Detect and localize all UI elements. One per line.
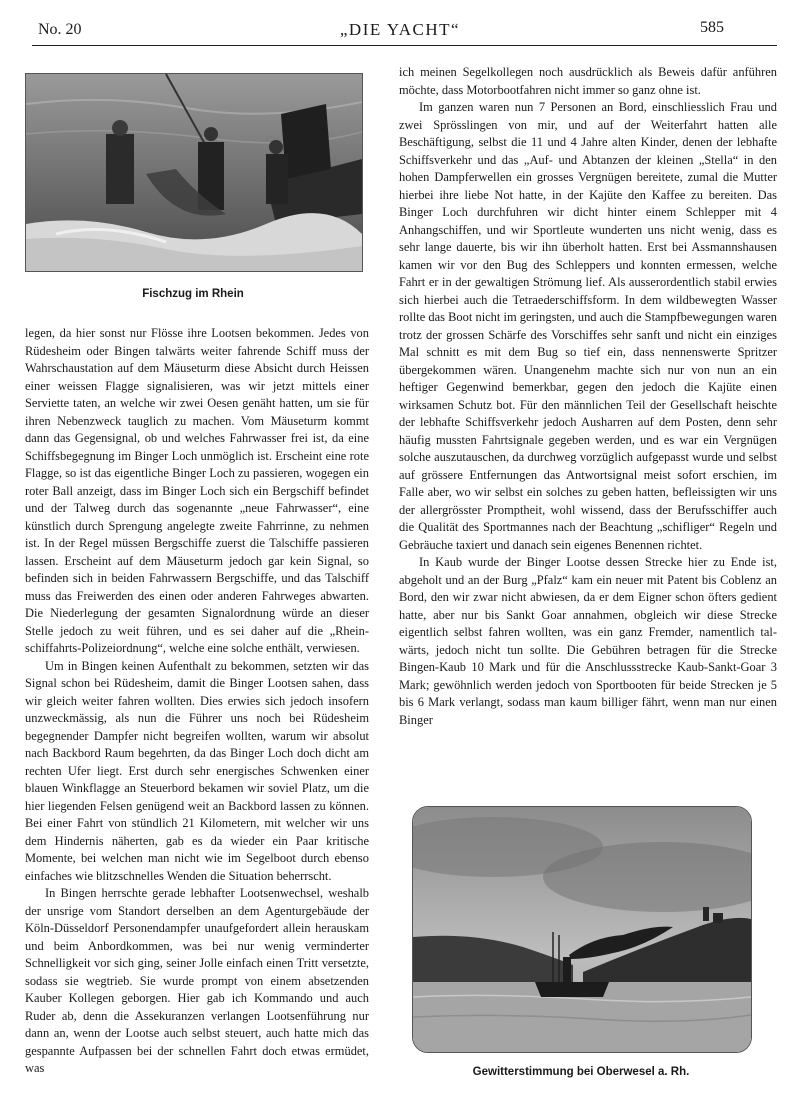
left-paragraph-2: Um in Bingen keinen Aufenthalt zu bekommen, setzten wir das Signal schon bei Rüdesheim, damit die Binger Lootsen sahen, dass wir gleich weiter fahren wollten. Dies erwies sich jedoch insofern unzweckmässig, als nun die Führer uns noch bei Rüdesheim begegnender Dampfer nicht begreifen wollten, warum wir absolut nach Backbord Raum begehrten, da das Binger Loch doch dicht am rechten Ufer liegt. Erst durch sehr energisches Schwenken einer blauen Winkflagge an Steuerbord bekamen wir soviel Platz, um die hier liegenden Felsen genügend weit an Backbord lassen zu können. Bei einer Fahrt von stündlich 21 Kilometern, mit welcher wir uns dem Hindernis näherten, gab es da wieder ein Paar kritische Momente, bei welchen man nicht wie im Segelboot durch ebenso einfaches wie blitzschnelles Wenden die Situation beherrscht.: [25, 658, 369, 883]
left-paragraph-1: legen, da hier sonst nur Flösse ihre Lootsen bekommen. Jedes von Rüdesheim oder Bingen talwärts weiter fahrende Schiff muss der Wahrschaustation auf dem Mäuseturm diese Absicht durch Heissen einer weissen Flagge signalisieren, was wir jetzt mittels einer Serviette taten, an welche wir zwei Oesen genäht hatten, um sie für ihren Nebenzweck tauglich zu machen. Vom Mäuseturm kommt dann das Gegensignal, ob und welches Fahrwasser frei ist, da eine Schiffsbegegnung im Binger Loch unmöglich ist. Erscheint eine rote Flagge, so ist das eigentliche Binger Loch zu passieren, wogegen ein roter Ball anzeigt, dass im Binger Loch sich ein Bergschiff befindet und der Talweg durch das sogenannte „neue Fahrwasser“, eine künstlich durch Sprengung angelegte zweite Fahrrinne, zu nehmen ist. In der Regel müssen Bergschiffe zuerst die Talschiffe passieren lassen. Erscheint auf dem Mäuseturm jedoch gar kein Signal, so befinden sich in beiden Fahrwassern Bergschiffe, und das Talschiff muss das Freiwerden des einen oder anderen Fahrweges abwarten. Die Niederlegung der gesamten Signalordnung würde an dieser Stelle jedoch zu weit führen, und es sei daher auf die „Rheinschiffahrts-Polizeiordnung“, welche eine solche enthält, verwiesen.: [25, 326, 369, 655]
right-text-column: [399, 64, 777, 729]
right-paragraph-2: Im ganzen waren nun 7 Personen an Bord, einschliesslich Frau und zwei Sprösslingen von mir, und auf der Weiterfahrt hatten alle Beschäftigung, selbst die 11 und 4 Jahre alten Kinder, denen der lebhafte Schiffsverkehr und das „Auf- und Abtanzen der kleinen „Stella“ in den hohen Dampferwellen ein grosses Vergnügen bereitete, zumal die Mutter hierbei ihre liebe Not hatte, in der Kajüte den Kaffee zu bereiten. Das Binger Loch durchfuhren wir dicht hinter einem Schlepper mit 4 Anhangschiffen, und wir Sportleute wunderten uns nicht wenig, dass es sehr lange dauerte, bis wir ihn überholt hatten. Erst bei Assmannshausen kamen wir vor den Bug des Schleppers und konnten ermessen, welche Fahrt er in der gewaltigen Strömung lief. Als ausserordentlich stabil erwies sich hierbei auch die Tetraederschiffsform. In dem wildbewegten Wasser rollte das Boot nicht im geringsten, und auch die Stampfbewegungen waren trotz der grossen Schärfe des Vorschiffes sehr sanft und nicht ein einziges Mal schnitt es mit dem Bug so tief ein, dass nennenswerte Spritzer übergekommen wären. Unangenehm machte sich nur von nun an ein heftiger Gegenwind bemerkbar, gegen den jedoch die Kajüte einen wirksamen Schutz bot. Für den männlichen Teil der Gesellschaft heischte der lebhafte Schiffsverkehr jedoch Ausharren auf dem Posten, denn sehr häufig mussten Fahrtsignale gegeben werden, und es war ein Vergnügen solche auszutauschen, da durchweg vorzüglich aufgepasst wurde und selbst auf grössere Entfernungen das Antwortsignal meist sofort erschien, im Falle aber, wo wir selbst ein solches zu geben hatten, befleissigten wir uns der allergrösster Promptheit, wohl wissend, dass der Berufsschiffer auch die Qualität des Sportmannes nach der Beachtung „schifliger“ Regeln und Gebräuche taxiert und danach sein eigenes Benennen richtet.: [399, 100, 777, 552]
right-paragraph-1: ich meinen Segelkollegen noch ausdrücklich als Beweis dafür anführen möchte, dass Motorbootfahren nicht immer so ganz ohne ist.: [399, 65, 777, 97]
issue-number: No. 20: [38, 21, 82, 38]
left-paragraph-3: In Bingen herrschte gerade lebhafter Lootsenwechsel, weshalb der unsrige vom Standort derselben an dem Agenturgebäude der Köln-Düsseldorf Personendampfer unaufgefordert allein herauskam und beim Anbordkommen, was bei nur wenig verminderter Schnelligkeit vor sich ging, seiner Jolle einfach einen Tritt versetzte, sodass sie wegtrieb. Sie wurde prompt von einem absetzenden Kauber Kollegen geborgen. Hier gab ich Kommando und auch Ruder ab, denn die Assekuranzen verlangen Lootsenführung nur dann an, wenn der Lootse auch selbst steuert, auch hatte mich das gespannte Aufpassen bei der schnellen Fahrt doch etwas ermüdet, was: [25, 886, 369, 1075]
right-paragraph-3: In Kaub wurde der Binger Lootse dessen Strecke hier zu Ende ist, abgeholt und an der Burg „Pfalz“ kam ein neuer mit Patent bis Coblenz an Bord, den wir zwar nicht abwiesen, da er dem Eigner schon öfters gedient hatte, aber nur bis Sankt Goar annahmen, obgleich wir diese Strecke eigentlich selbst fahren wollten, was ein ganz Fremder, namentlich talwärts, jedoch nicht tun sollte. Die Gebühren betragen für die Strecke Bingen-Kaub 10 Mark und für die Anschlussstrecke Kaub-Sankt-Goar 3 Mark; gewöhnlich werden jedoch von Sportbooten für beide Strecken je 5 bis 6 Mark verlangt, sodass man kaum billiger fährt, wenn man nur einen Binger: [399, 555, 777, 727]
fishing-caption: Fischzug im Rhein: [142, 288, 244, 300]
magazine-title: „DIE YACHT“: [339, 20, 461, 39]
header-rule: [32, 45, 777, 46]
fishing-scene-photo: [25, 73, 363, 272]
thunderstorm-caption: Gewitterstimmung bei Oberwesel a. Rh.: [472, 1066, 690, 1078]
page-number: 585: [700, 19, 724, 36]
steamer-thunderstorm-photo: [412, 806, 752, 1053]
left-text-column: [25, 325, 369, 1078]
